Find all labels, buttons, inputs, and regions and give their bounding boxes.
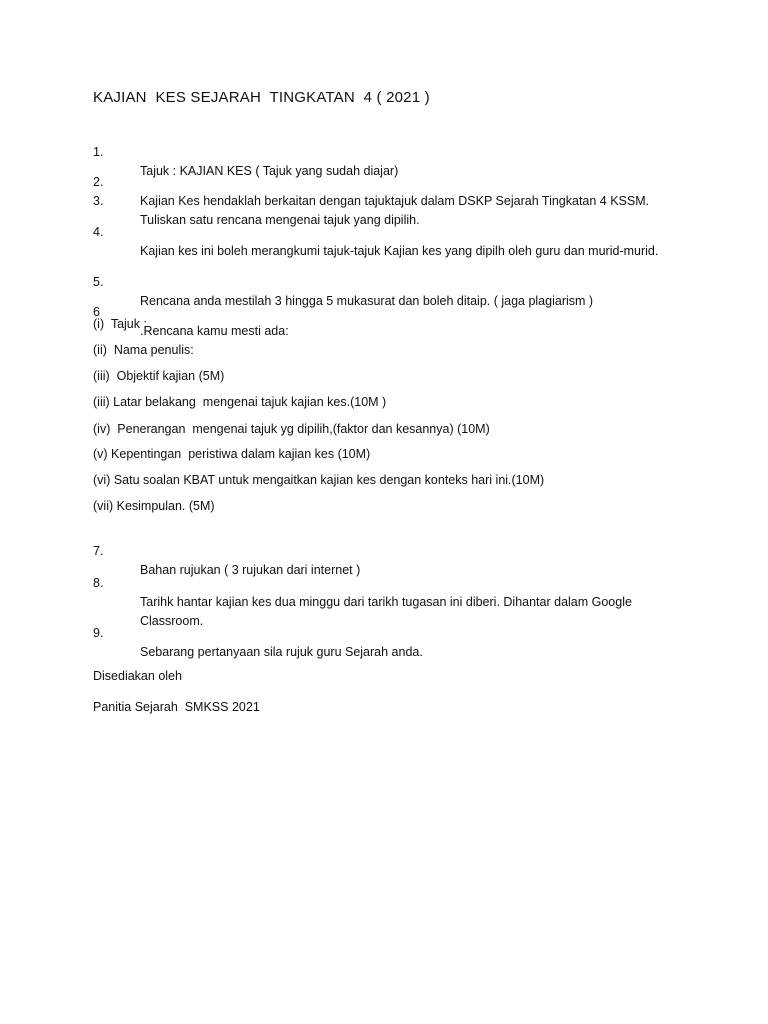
item-number: 5.	[93, 275, 104, 289]
item-text: Bahan rujukan ( 3 rujukan dari internet )	[140, 563, 361, 577]
item-number: 9.	[93, 626, 104, 640]
item-number: 3.	[93, 194, 104, 208]
item-number: 2.	[93, 175, 104, 189]
item-number: 7.	[93, 544, 104, 558]
item-text: Rencana anda mestilah 3 hingga 5 mukasurat dan boleh ditaip. ( jaga plagiarism )	[140, 294, 594, 308]
committee-name: Panitia Sejarah SMKSS 2021	[93, 700, 260, 714]
prepared-by-label: Disediakan oleh	[93, 669, 182, 683]
sub-item-objektif: (iii) Objektif kajian (5M)	[93, 369, 225, 383]
item-text: .Rencana kamu mesti ada:	[140, 324, 289, 338]
sub-item-kesimpulan: (vii) Kesimpulan. (5M)	[93, 499, 215, 513]
sub-item-tajuk: (i) Tajuk :	[93, 317, 147, 331]
item-text: Sebarang pertanyaan sila rujuk guru Sejarah anda.	[140, 645, 423, 659]
item-number: 1.	[93, 145, 104, 159]
item-text: Tajuk : KAJIAN KES ( Tajuk yang sudah diajar)	[140, 164, 399, 178]
sub-item-soalan-kbat: (vi) Satu soalan KBAT untuk mengaitkan kajian kes dengan konteks hari ini.(10M)	[93, 473, 545, 487]
item-text: Kajian kes ini boleh merangkumi tajuk-tajuk Kajian kes yang dipilh oleh guru dan murid-murid.	[140, 244, 659, 258]
document-title: KAJIAN KES SEJARAH TINGKATAN 4 ( 2021 )	[93, 89, 430, 106]
item-text: Kajian Kes hendaklah berkaitan dengan tajuktajuk dalam DSKP Sejarah Tingkatan 4 KSSM.	[140, 194, 650, 208]
sub-item-penerangan: (iv) Penerangan mengenai tajuk yg dipilih,(faktor dan kesannya) (10M)	[93, 422, 490, 436]
item-number: 4.	[93, 225, 104, 239]
sub-item-nama-penulis: (ii) Nama penulis:	[93, 343, 194, 357]
item-text: Tuliskan satu rencana mengenai tajuk yang dipilih.	[140, 213, 420, 227]
item-text: Tarihk hantar kajian kes dua minggu dari tarikh tugasan ini diberi. Dihantar dalam Google Classroom.	[140, 595, 632, 628]
sub-item-latar-belakang: (iii) Latar belakang mengenai tajuk kajian kes.(10M )	[93, 395, 387, 409]
sub-item-kepentingan: (v) Kepentingan peristiwa dalam kajian kes (10M)	[93, 447, 371, 461]
item-number: 8.	[93, 576, 104, 590]
item-number: 6	[93, 305, 100, 319]
